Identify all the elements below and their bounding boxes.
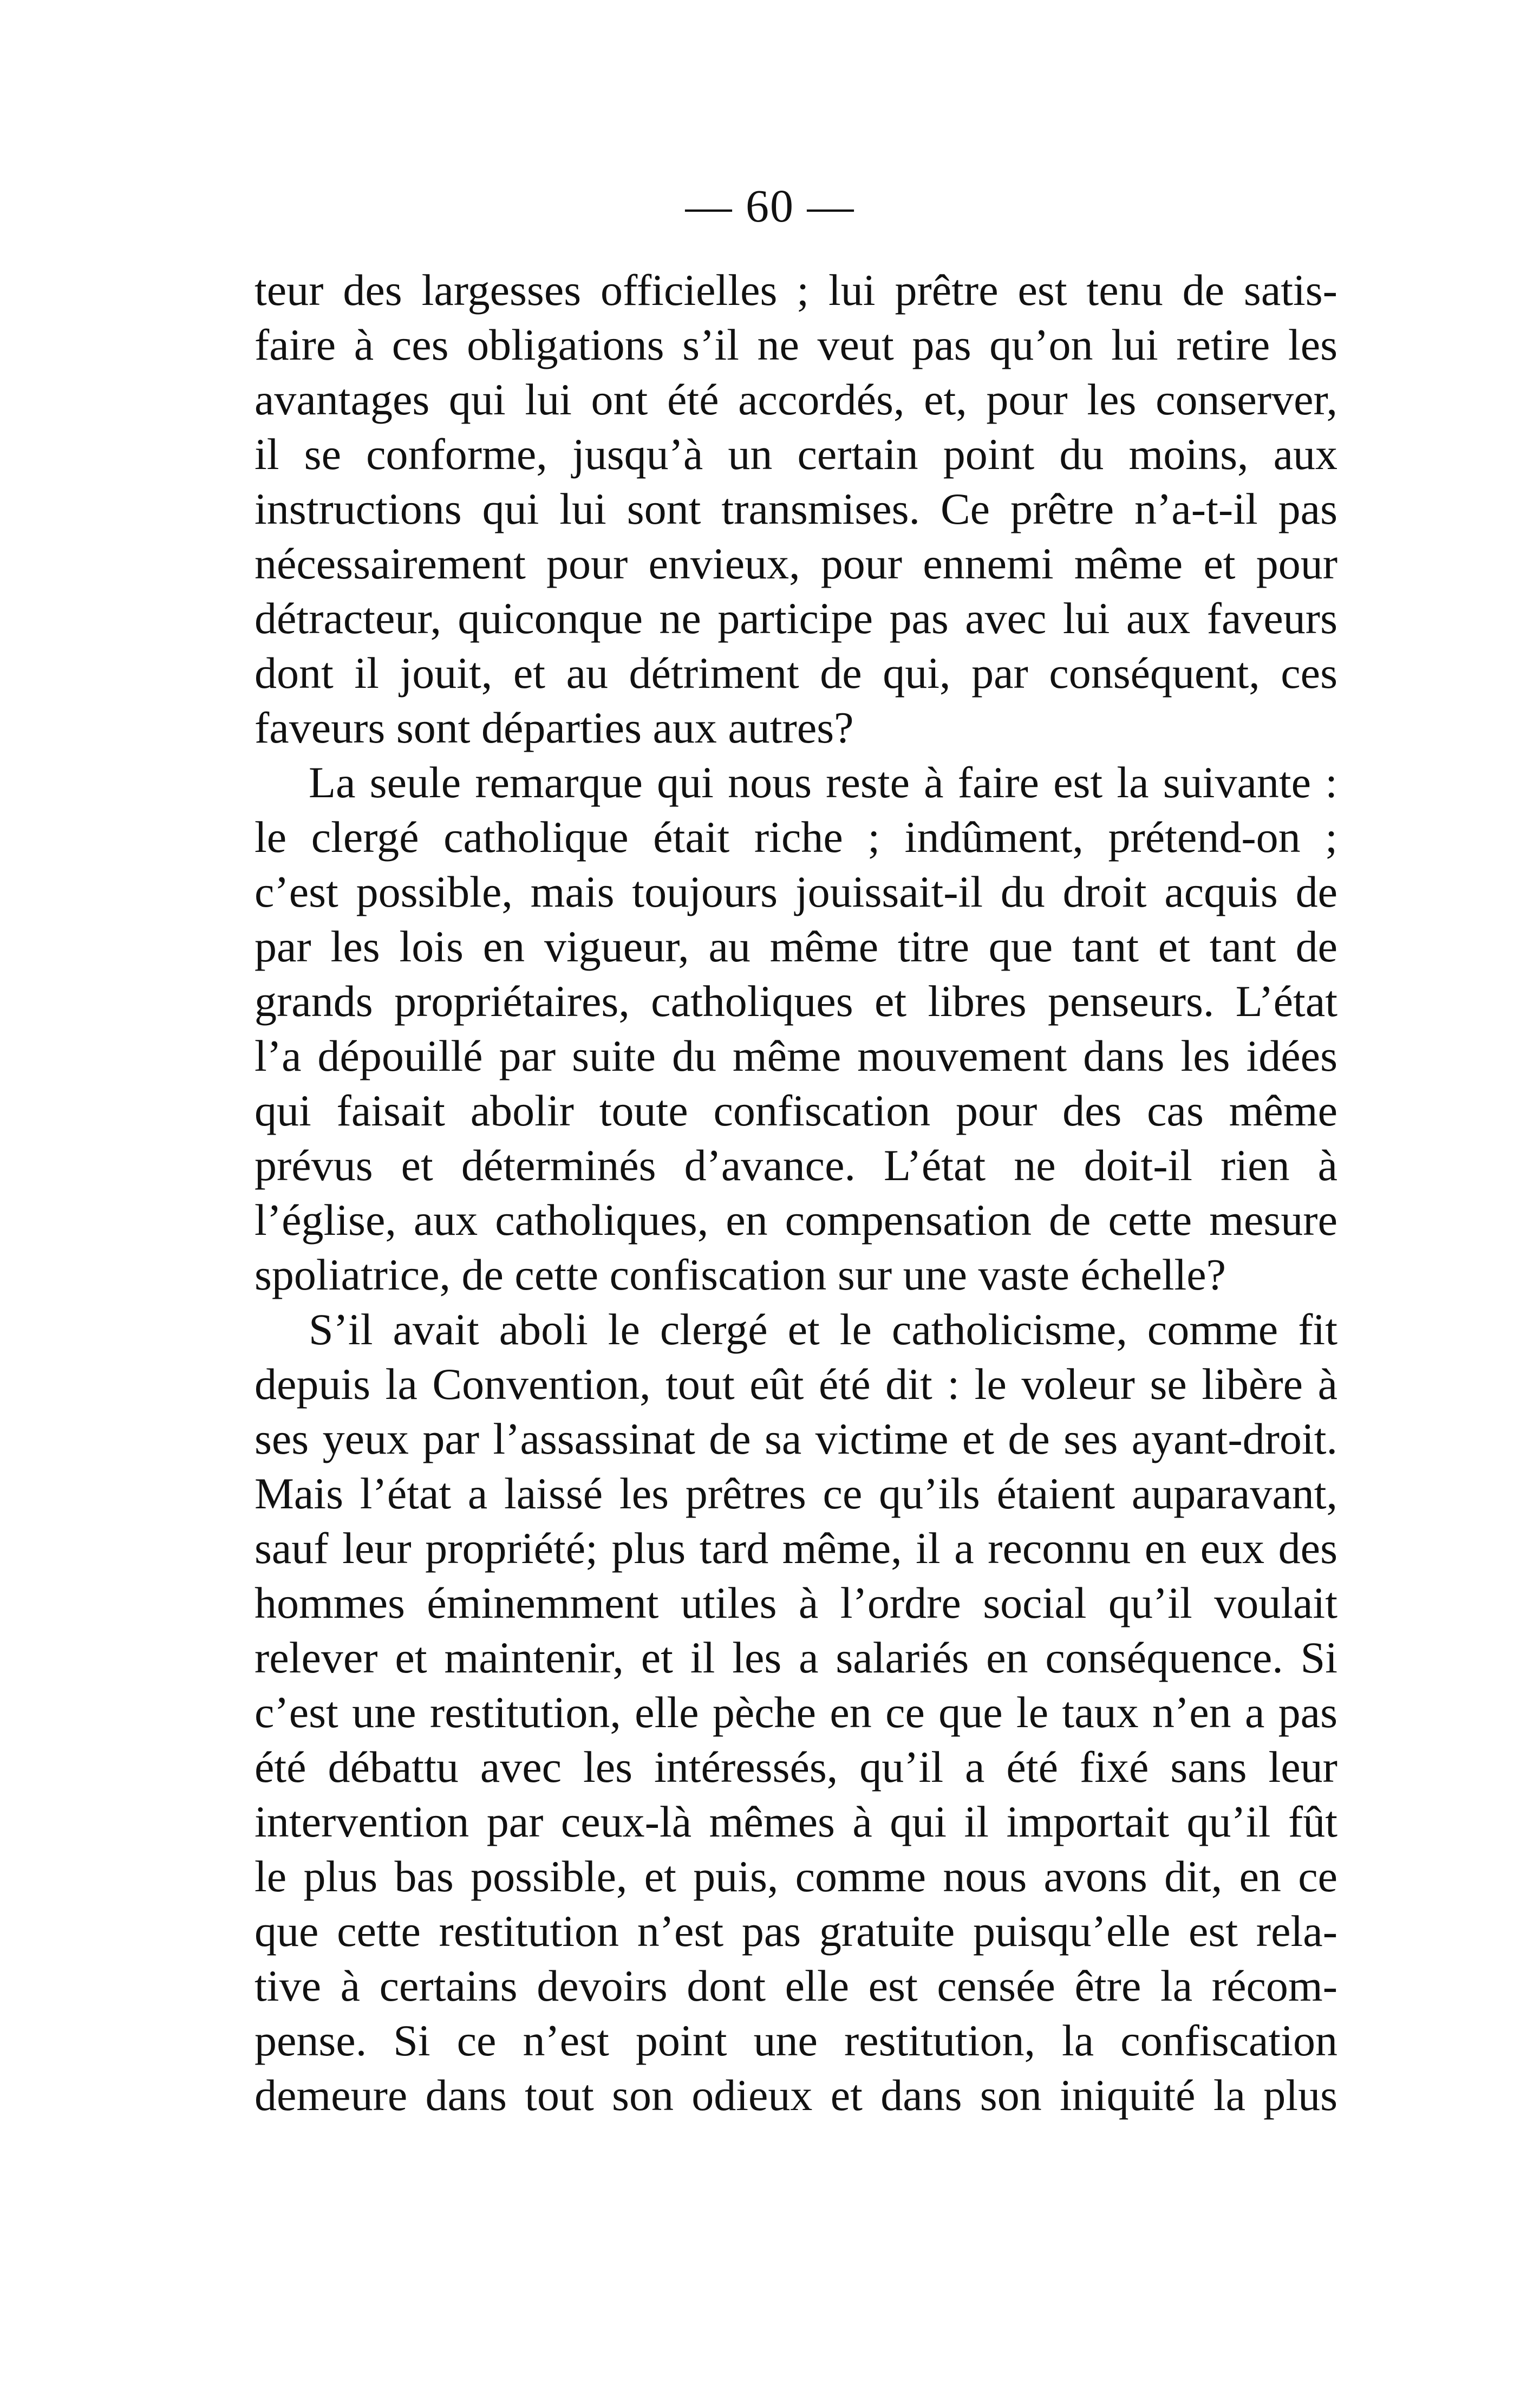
text-line: il se conforme, jusqu’à un certain point du moins, aux [255, 429, 1337, 479]
text-line: été débattu avec les intéressés, qu’il a été fixé sans leur [255, 1742, 1337, 1792]
text-line: faire à ces obligations s’il ne veut pas qu’on lui retire les [255, 320, 1337, 369]
text-line: l’église, aux catholiques, en compensation de cette mesure [255, 1195, 1337, 1245]
paragraph-3 [255, 1302, 1337, 2122]
text-line: La seule remarque qui nous reste à faire est la suivante : [309, 758, 1337, 807]
body-text [255, 263, 1337, 2122]
text-line: intervention par ceux-là mêmes à qui il importait qu’il fût [255, 1797, 1337, 1846]
text-line: sauf leur propriété; plus tard même, il a reconnu en eux des [255, 1523, 1337, 1573]
text-line: Mais l’état a laissé les prêtres ce qu’ils étaient auparavant, [255, 1469, 1337, 1518]
text-line: grands propriétaires, catholiques et libres penseurs. L’état [255, 976, 1337, 1026]
paragraph-1 [255, 263, 1337, 755]
text-line: c’est possible, mais toujours jouissait-il du droit acquis de [255, 867, 1337, 916]
text-line: l’a dépouillé par suite du même mouvement dans les idées [255, 1031, 1337, 1080]
text-line: le clergé catholique était riche ; indûment, prétend-on ; [255, 812, 1337, 862]
text-line: que cette restitution n’est pas gratuite puisqu’elle est rela- [255, 1906, 1337, 1956]
text-line: ses yeux par l’assassinat de sa victime et de ses ayant-droit. [255, 1414, 1337, 1463]
text-line: instructions qui lui sont transmises. Ce prêtre n’a-t-il pas [255, 484, 1337, 533]
page-number: — 60 — [685, 180, 855, 232]
text-line: prévus et déterminés d’avance. L’état ne doit-il rien à [255, 1141, 1337, 1190]
text-line: faveurs sont départies aux autres? [255, 703, 854, 752]
text-line: hommes éminemment utiles à l’ordre social qu’il voulait [255, 1578, 1337, 1627]
text-line: qui faisait abolir toute confiscation pour des cas même [255, 1086, 1337, 1135]
text-line: tive à certains devoirs dont elle est censée être la récom- [255, 1961, 1337, 2010]
text-line: dont il jouit, et au détriment de qui, par conséquent, ces [255, 648, 1337, 698]
text-line: détracteur, quiconque ne participe pas avec lui aux faveurs [255, 594, 1337, 643]
text-line: pense. Si ce n’est point une restitution, la confiscation [255, 2016, 1337, 2065]
paragraph-2 [255, 755, 1337, 1302]
text-line: nécessairement pour envieux, pour ennemi même et pour [255, 539, 1337, 588]
text-line: par les lois en vigueur, au même titre que tant et tant de [255, 922, 1337, 971]
text-line: demeure dans tout son odieux et dans son iniquité la plus [255, 2071, 1337, 2120]
text-line: depuis la Convention, tout eût été dit : le voleur se libère à [255, 1359, 1337, 1409]
text-line: relever et maintenir, et il les a salariés en conséquence. Si [255, 1633, 1337, 1682]
text-line: avantages qui lui ont été accordés, et, pour les conserver, [255, 375, 1337, 424]
text-line: teur des largesses officielles ; lui prêtre est tenu de satis- [255, 265, 1337, 315]
text-line: c’est une restitution, elle pèche en ce que le taux n’en a pas [255, 1688, 1337, 1737]
text-line: le plus bas possible, et puis, comme nous avons dit, en ce [255, 1852, 1337, 1901]
text-line: S’il avait aboli le clergé et le catholicisme, comme fit [309, 1305, 1337, 1354]
text-line: spoliatrice, de cette confiscation sur une vaste échelle? [255, 1250, 1226, 1299]
